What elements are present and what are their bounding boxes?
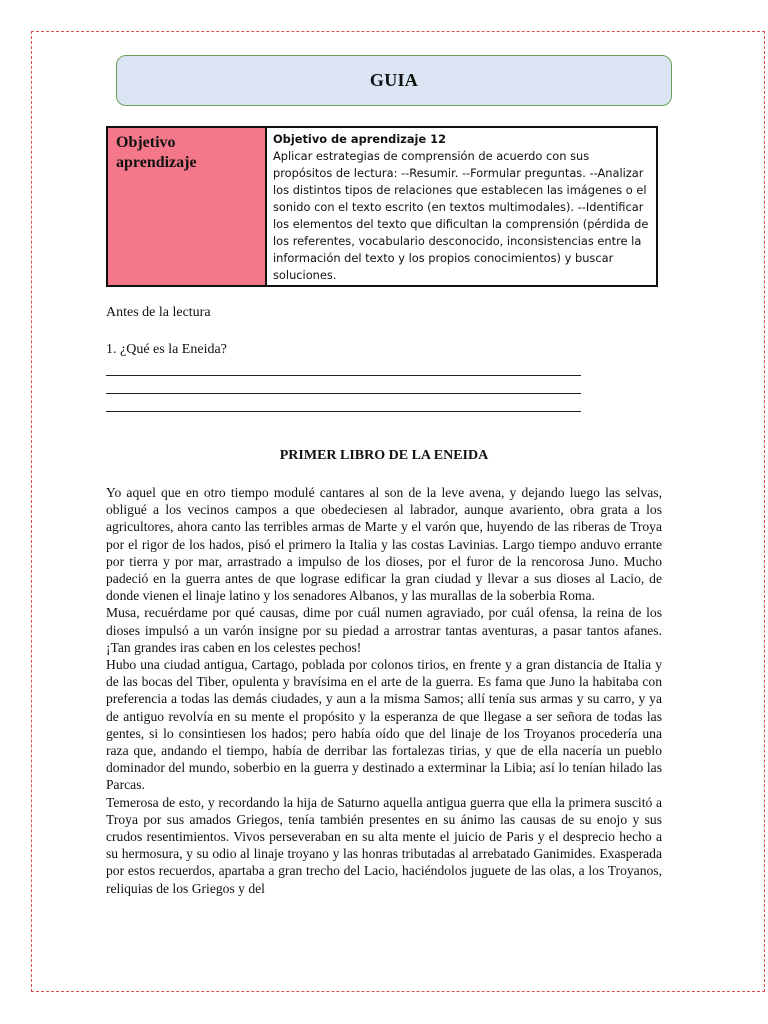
- paragraph: Temerosa de esto, y recordando la hija de Saturno aquella antigua guerra que ella la primera suscitó a Troya por sus amados Griegos, tenía también presentes en su ánimo las causas de su enojo y sus crudos resentimientos. Vivos perseveraban en su alta mente el juicio de Paris y el desprecio hecho a su hermosura, y su odio al linaje troyano y las honras tributadas al arrebatado Ganimides. Exasperada por estos recuerdos, apartaba a gran trecho del Lacio, haciéndolos juguete de las olas, a los Troyanos, reliquias de los Griegos y del: [106, 794, 662, 896]
- question-1: 1. ¿Qué es la Eneida?: [106, 342, 227, 357]
- answer-line[interactable]: [106, 393, 581, 394]
- objective-table: [106, 126, 658, 287]
- before-reading-heading: Antes de la lectura: [106, 305, 211, 320]
- objective-label: Objetivo aprendizaje: [108, 128, 267, 285]
- answer-line[interactable]: [106, 411, 581, 412]
- objective-description: Aplicar estrategias de comprensión de acuerdo con sus propósitos de lectura: --Resumir. --Formular preguntas. --Analizar los distintos tipos de relaciones que establecen las imágenes o el sonido con el texto escrito (en textos multimodales). --Identificar los elementos del texto que dificultan la comprensión (pérdida de los referentes, vocabulario desconocido, inconsistencias entre la información del texto y los propios conocimientos) y buscar soluciones.: [273, 149, 649, 282]
- page-title: GUIA: [369, 70, 419, 90]
- objective-heading: Objetivo de aprendizaje 12: [273, 132, 446, 146]
- section-title: PRIMER LIBRO DE LA ENEIDA: [279, 448, 489, 463]
- paragraph: Hubo una ciudad antigua, Cartago, poblada por colonos tirios, en frente y a gran distancia de Italia y de las bocas del Tiber, opulenta y bravísima en el arte de la guerra. Es fama que Juno la habitaba con preferencia a todas las demás ciudades, y aun a la misma Samos; allí tenía sus armas y su carro, y ya de antiguo revolvía en su mente el propósito y la esperanza de que llegase a ser señora de todas las gentes, si lo consintiesen los hados; pero había oído que del linaje de los Troyanos procedería una raza que, andando el tiempo, había de derribar las fortalezas tirias, y que de ella nacería un pueblo dominador del mundo, soberbio en la guerra y destinado a exterminar la Libia; así lo tenían hilado las Parcas.: [106, 657, 662, 793]
- reading-text: [106, 484, 662, 897]
- title-banner: [116, 55, 672, 106]
- answer-line[interactable]: [106, 375, 581, 376]
- paragraph: Musa, recuérdame por qué causas, dime por cuál numen agraviado, por cuál ofensa, la reina de los dioses impulsó a un varón insigne por su piedad a arrostrar tantas aventuras, a pasar tantos afanes. ¡Tan grandes iras caben en los celestes pechos!: [106, 605, 662, 655]
- paragraph: Yo aquel que en otro tiempo modulé cantares al son de la leve avena, y dejando luego las selvas, obligué a los vecinos campos a que obedeciesen al labrador, aunque avariento, obra grata a los agricultores, ahora canto las terribles armas de Marte y el varón que, huyendo de las riberas de Troya por el rigor de los hados, pisó el primero la Italia y las costas Lavinias. Largo tiempo anduvo errante por tierra y por mar, arrastrado a impulso de los dioses, por el furor de la rencorosa Juno. Mucho padeció en la guerra antes de que lograse edificar la gran ciudad y llevar a sus dioses al Lacio, de donde vienen el linaje latino y los senadores Albanos, y las murallas de la soberbia Roma.: [106, 485, 662, 604]
- objective-content: [267, 128, 656, 285]
